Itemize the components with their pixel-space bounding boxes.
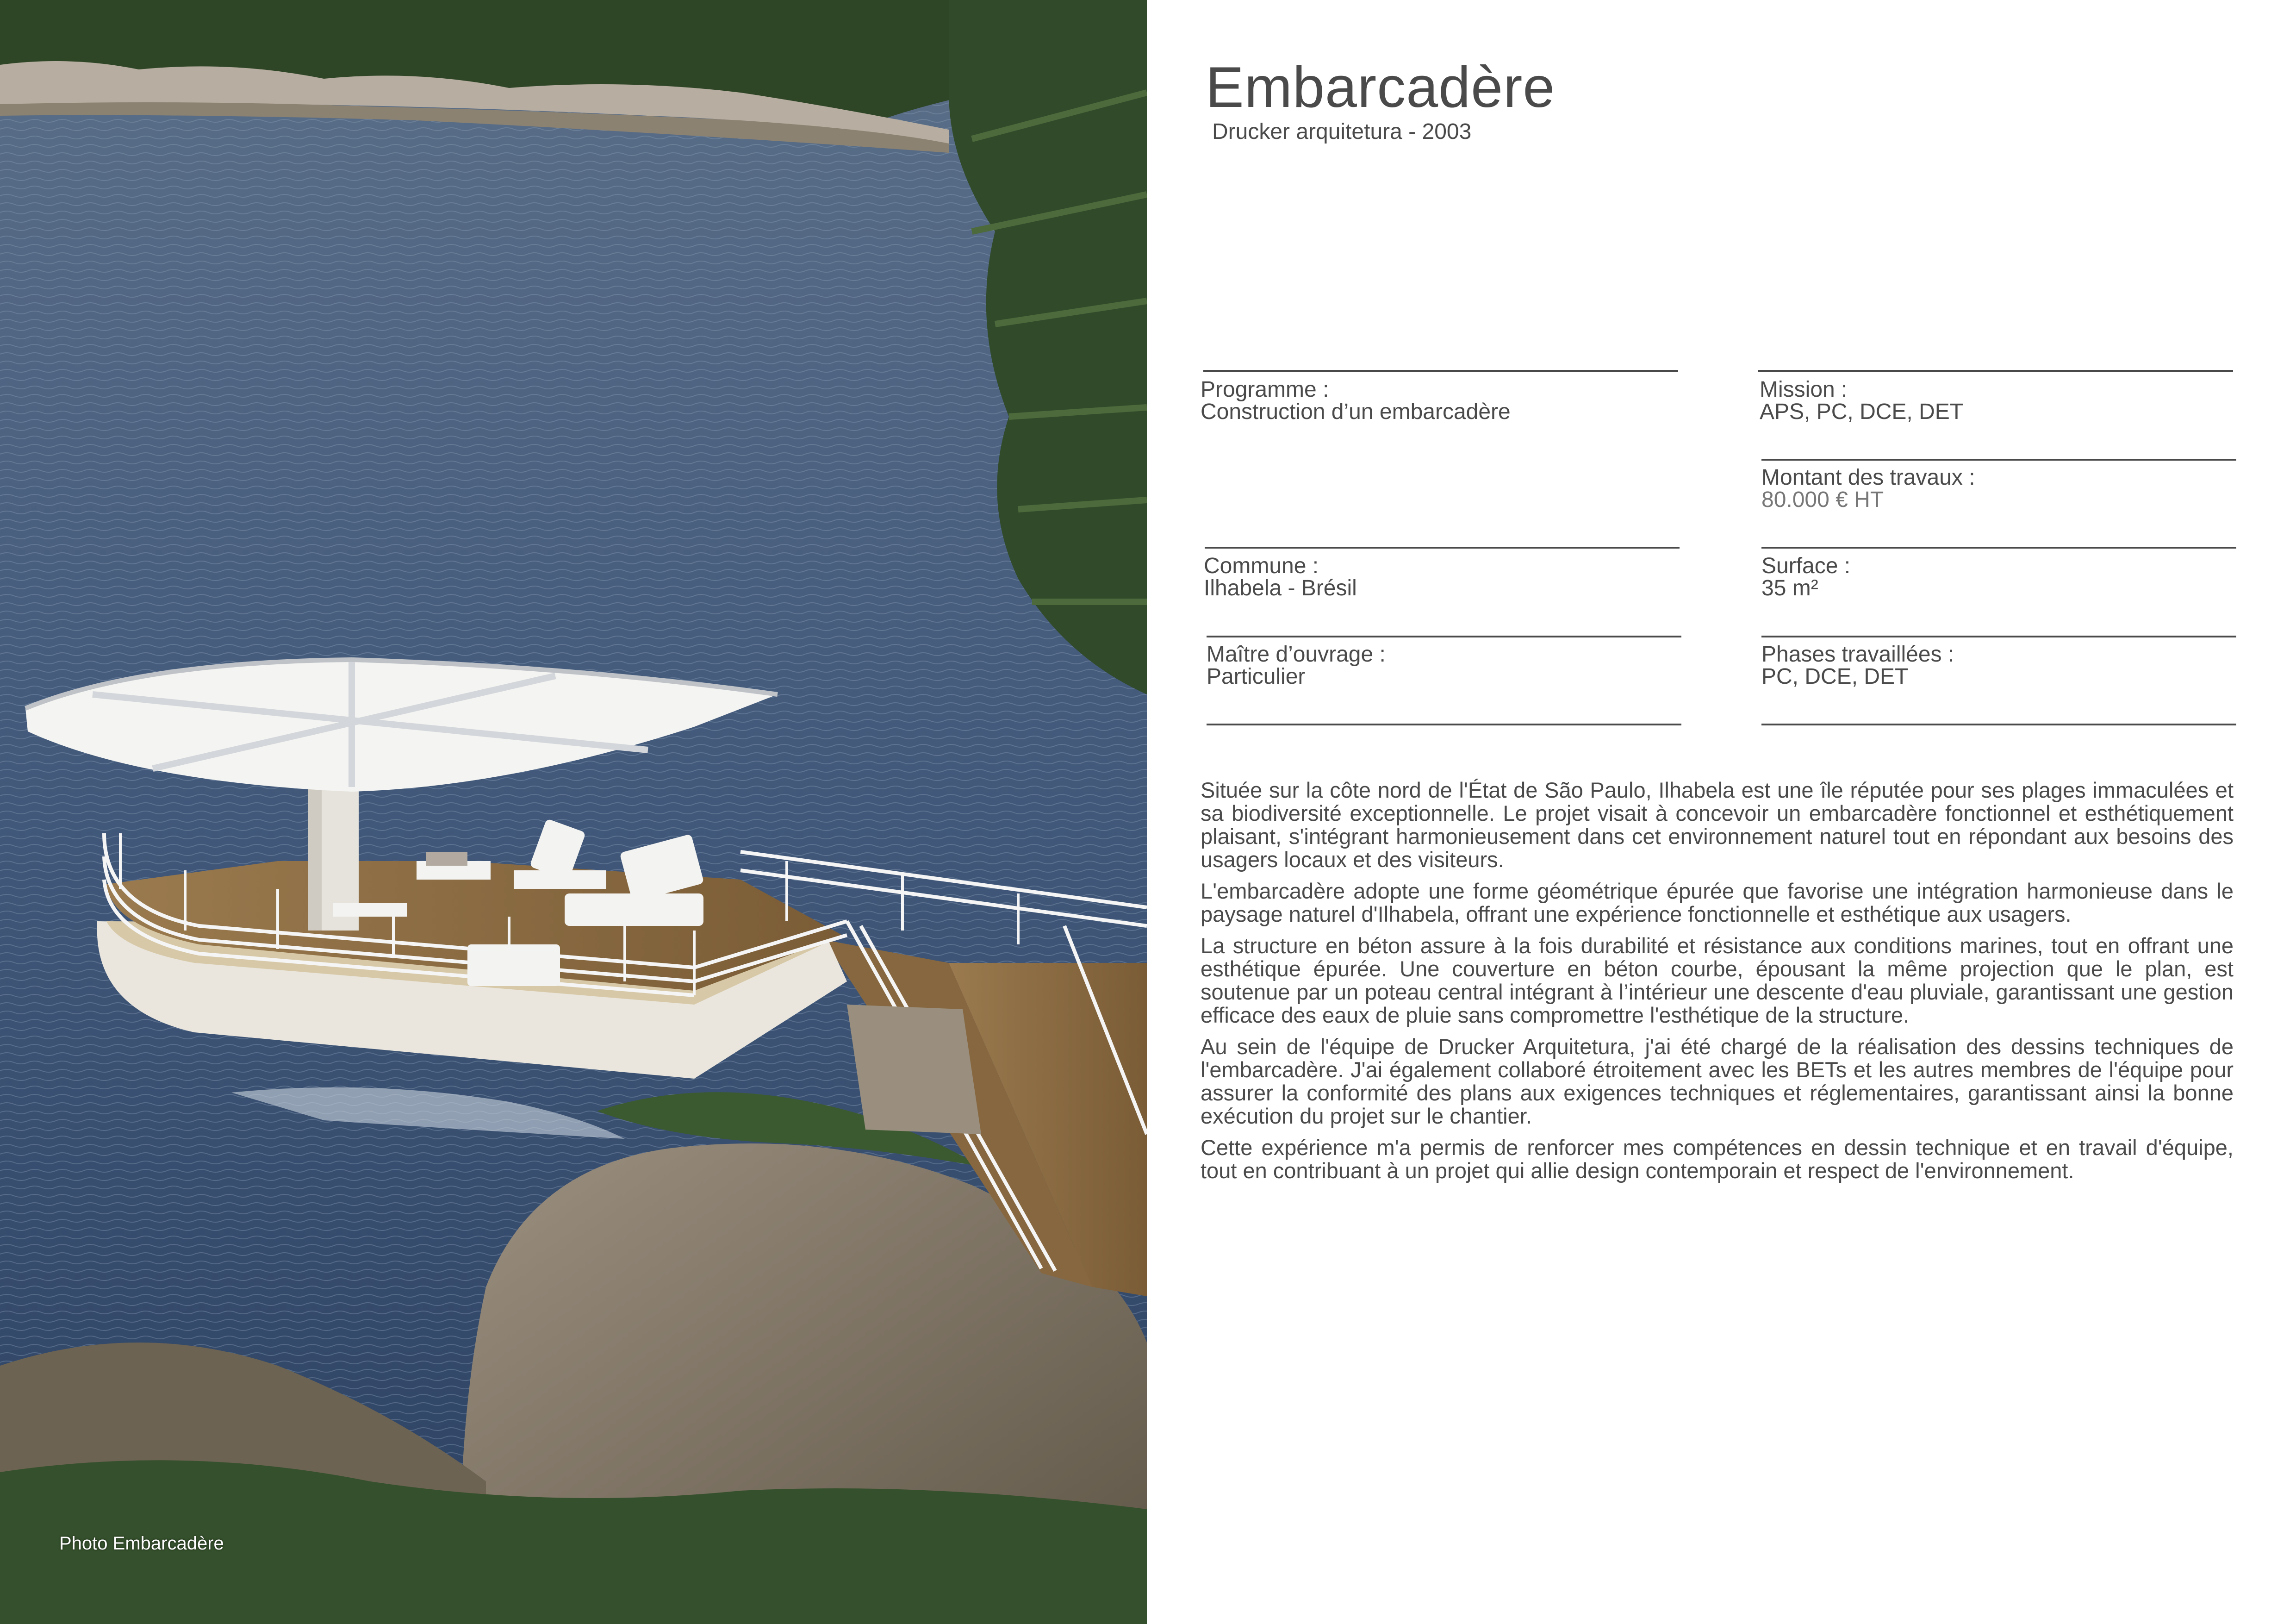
description-paragraph: Au sein de l'équipe de Drucker Arquitetura, j'ai été chargé de la réalisation des dessins techniques de l'embarcadère. J'ai également collaboré étroitement avec les BETs et les autres membres de l'équipe pour assurer la conformité des plans aux exigences techniques et réglementaires, garantissant ainsi la bonne exécution du projet sur le chantier. — [1201, 1034, 2234, 1128]
field-label: Phases travaillées : — [1761, 642, 1954, 667]
field-value: 80.000 € HT — [1761, 487, 1884, 512]
field-label: Mission : — [1760, 377, 1848, 402]
embarcadere-illustration — [0, 0, 1147, 1624]
field-programme — [1201, 379, 1682, 423]
description-paragraph: La structure en béton assure à la fois durabilité et résistance aux conditions marines, tout en offrant une esthétique épurée. Une couverture en béton courbe, épousant la même projection que le plan, est soutenue par un poteau central intégrant à l’intérieur une descente d'eau pluviale, garantissant une gestion efficace des eaux de pluie sans compromettre l'esthétique de la structure. — [1201, 933, 2234, 1027]
photo-caption: Photo Embarcadère — [59, 1533, 224, 1554]
field-mission — [1760, 379, 2241, 423]
field-label: Maître d’ouvrage : — [1207, 642, 1386, 667]
description-paragraph: Située sur la côte nord de l'État de São Paulo, Ilhabela est une île réputée pour ses plages immaculées et sa biodiversité exceptionnelle. Le projet visait à concevoir un embarcadère fonctionnel et esthétiquement plaisant, s'intégrant harmonieusement dans cet environnement naturel tout en répondant aux besoins des usagers locaux et des visiteurs. — [1201, 778, 2234, 872]
field-value: APS, PC, DCE, DET — [1760, 400, 1964, 424]
project-photo — [0, 0, 1147, 1624]
project-subtitle: Drucker arquitetura - 2003 — [1212, 119, 1472, 144]
divider — [1761, 636, 2236, 637]
field-value: PC, DCE, DET — [1761, 664, 1909, 689]
divider — [1205, 547, 1680, 549]
field-label: Programme : — [1201, 377, 1329, 402]
field-value: 35 m² — [1761, 576, 1818, 600]
field-phases — [1761, 643, 2243, 688]
field-montant — [1761, 467, 2243, 511]
field-maitre-ouvrage — [1207, 643, 1688, 688]
description-paragraph: L'embarcadère adopte une forme géométrique épurée que favorise une intégration harmonieuse dans le paysage naturel d'Ilhabela, offrant une expérience fonctionnelle et esthétique aux usagers. — [1201, 879, 2234, 926]
field-label: Commune : — [1204, 554, 1319, 578]
description-paragraph: Cette expérience m'a permis de renforcer mes compétences en dessin technique et en travail d'équipe, tout en contribuant à un projet qui allie design contemporain et respect de l'environnement. — [1201, 1135, 2234, 1183]
divider — [1758, 370, 2233, 372]
field-commune — [1204, 555, 1685, 600]
divider — [1761, 459, 2236, 461]
project-description — [1201, 779, 2234, 1191]
divider — [1761, 724, 2236, 725]
field-surface — [1761, 555, 2243, 600]
divider — [1761, 547, 2236, 549]
divider — [1203, 370, 1678, 372]
project-title: Embarcadère — [1206, 56, 1556, 119]
divider — [1207, 636, 1681, 637]
field-value: Particulier — [1207, 664, 1306, 689]
divider — [1207, 724, 1681, 725]
field-value: Ilhabela - Brésil — [1204, 576, 1357, 600]
field-label: Montant des travaux : — [1761, 465, 1975, 490]
field-value: Construction d’un embarcadère — [1201, 400, 1511, 424]
field-label: Surface : — [1761, 554, 1851, 578]
